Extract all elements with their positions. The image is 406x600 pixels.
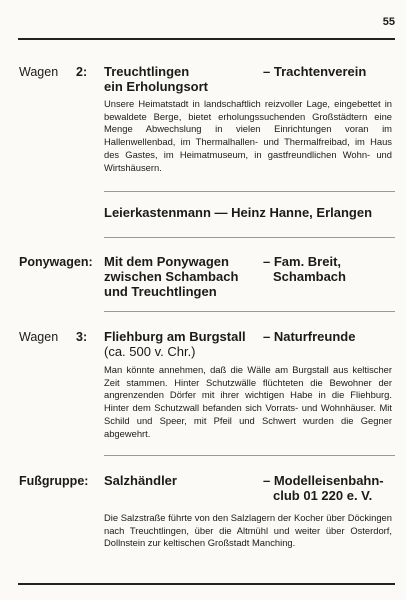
group-name: – Fam. Breit, Schambach (263, 254, 346, 284)
divider (104, 311, 395, 312)
wagon-label: Fußgruppe: (19, 474, 89, 488)
divider (104, 237, 395, 238)
section-paragraph: Die Salzstraße führte von den Salzlagern der Kocher über Döckingen nach Treuchtlingen, über die Altmühl und weiter über Osterdorf, Dollnstein zur keltischen Großstadt Manching. (104, 512, 392, 549)
section-title: Salzhändler (104, 473, 177, 488)
wagon-label: Wagen 2: (19, 65, 88, 79)
divider (104, 191, 395, 192)
section-paragraph: Man könnte annehmen, daß die Wälle am Burgstall aus keltischer Zeit stammen. Hinter Schutzwälle flüchteten die Bewohner der angrenzenden Dörfer mit ihrer wichtigen Habe in die Fliehburg. Hinter dem Schutzwall befanden sich Vorrats- und Wohnhäuser. Mit Schild und Speer, mit Pfeil und Schwert wurden die Gegner abgewehrt. (104, 364, 392, 439)
page-number: 55 (382, 16, 395, 28)
group-name: – Trachtenverein (263, 64, 367, 79)
divider (104, 455, 395, 456)
wagon-number: 3: (76, 330, 88, 344)
section-title: Treuchtlingen ein Erholungsort (104, 64, 208, 94)
bottom-rule (18, 583, 395, 585)
group-name: – Naturfreunde (263, 329, 356, 344)
section-title: Leierkastenmann — Heinz Hanne, Erlangen (104, 205, 373, 220)
top-rule (18, 38, 395, 40)
wagon-label: Ponywagen: (19, 255, 93, 269)
wagon-number: 2: (76, 65, 88, 79)
group-name: – Modelleisenbahn- club 01 220 e. V. (263, 473, 384, 503)
section-title: Fliehburg am Burgstall (ca. 500 v. Chr.) (104, 329, 246, 359)
wagon-label: Wagen 3: (19, 330, 88, 344)
section-title: Mit dem Ponywagen zwischen Schambach und Treuchtlingen (104, 254, 239, 299)
section-paragraph: Unsere Heimatstadt in landschaftlich reizvoller Lage, eingebettet in bewaldete Berge, bietet erholungssuchenden Großstädtern eine Menge Abwechslung in vielen Einrichtungen voran im Hallenwellenbad, im Thermalhallen- und Thermalfreibad, im Haus des Gastes, im Heimatmuseum, in gastfreundlichen Wohn- und Wirtshäusern. (104, 98, 392, 173)
